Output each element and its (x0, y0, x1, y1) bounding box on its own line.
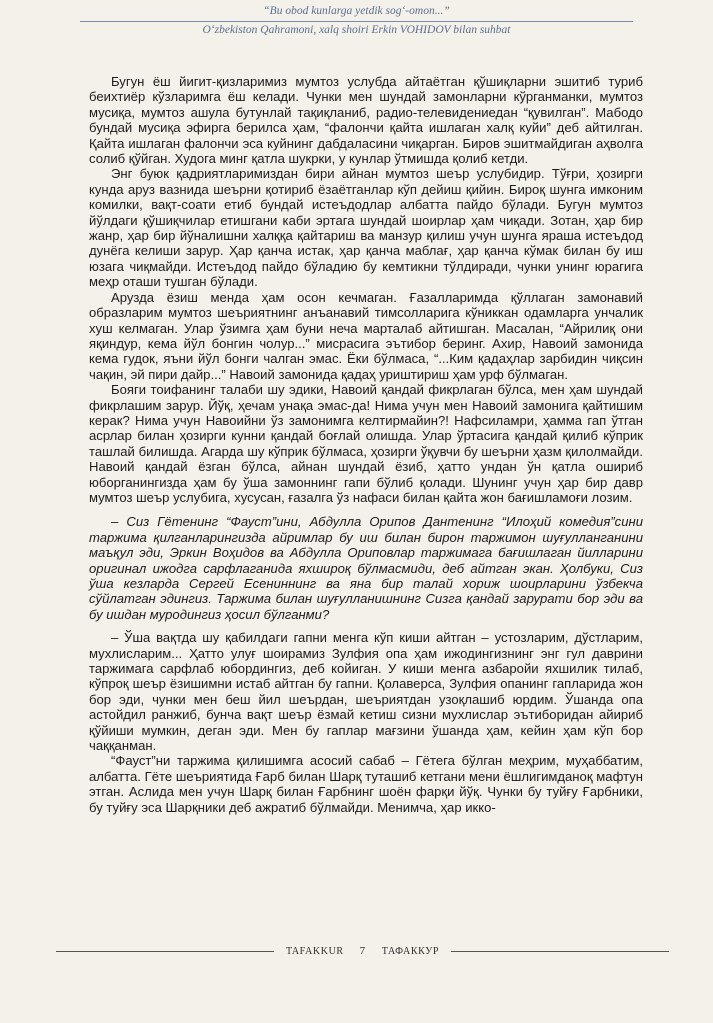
footer-rule-left (56, 951, 274, 952)
paragraph: Бугун ёш йигит-қизларимиз мумтоз услубда айтаётган қўшиқларни эшитиб туриб беихтиёр кўзларимга ёш келади. Чунки мен шундай замонларни кўрганманки, мумтоз мусиқа, мумтоз ашула бутунлай тақиқланиб, радио-телевидениедан “қувилган”. Мабодо бундай мусиқа эфирга берилса ҳам, “фалончи қайта ишлаган халқ куйи” деб айтилган. Қайта ишлаган фалончи эса куйнинг дабдаласини чиқарган. Биров эшитмайдиган аҳволга солиб қўйган. Худога минг қатла шукрки, у кунлар ўтмишда қолиб кетди. (89, 74, 643, 167)
footer-rule-right (451, 951, 669, 952)
footer-journal-cyrillic: ТАФАККУР (381, 945, 440, 957)
paragraph: Энг буюк қадриятларимиздан бири айнан мумтоз шеър услубидир. Тўғри, ҳозирги кунда аруз вазнида шеърни қотириб ёзаётганлар кўп дейиш қийин. Бироқ шунга имконим комилки, вақт-соати етиб бундай истеъдодлар албатта пайдо бўлади. Бугун мумтоз йўлдаги қўшиқчилар етишгани каби эртага шундай шоирлар ҳам чиқади. Зотан, ҳар бир жанр, ҳар бир йўналишни халққа қайтариш ва манзур қилиш учун шунга яраша истеъдод дунёга келиши зарур. Ҳар қанча истак, ҳар қанча маблағ, ҳар қанча кўмак билан бу иш юзага чиқмайди. Истеъдод пайдо бўладию бу кемтикни тўлдиради, чунки унинг юрагига меҳр оташи тушган бўлади. (89, 166, 643, 290)
header-quote: “Bu obod kunlarga yetdik sog‘-omon...” (263, 5, 450, 17)
paragraph: Бояги тоифанинг талаби шу эдики, Навоий қандай фикрлаган бўлса, мен ҳам шундай фикрлашим зарур. Йўқ, ҳечам унақа эмас-да! Нима учун мен Навоий замонига қайтишим керак? Нима учун Навоийни ўз замонимга келтирмайин?! Нафсиламри, ҳамма гап ўтган асрлар билан ҳозирги кунни қандай боғлай олишда. Улар ўртасига қандай қилиб кўприк ташлай билишда. Агарда шу кўприк бўлмаса, ҳозирги ўқувчи бу шеърни ҳазм қилолмайди. Навоий қандай ёзган бўлса, айнан шундай ёзиб, ҳатто ундан ўн қатла ошириб юборганингизда ҳам бу ўша замоннинг гапи бўлиб қолади. Шунинг учун ҳар бир давр мумтоз шеър услубига, хусусан, ғазалга ўз нафаси билан қайта жон бағишламоғи лозим. (89, 382, 643, 505)
interview-question: – Сиз Гётенинг “Фауст”ини, Абдулла Орипов Дантенинг “Илоҳий комедия”сини таржима қилганларингизда айримлар бу иш билан бирон таржимон шуғулланганини маъқул эди, Эркин Воҳидов ва Абдулла Ориповлар таржимага бағишлаган йилларини оригинал ижодга сарфлаганида яхшироқ бўлмасмиди, деб айтган экан. Ҳолбуки, Сиз ўша кезларда Сергей Есениннинг ва яна бир талай хориж шоирларини ўзбекча сўйлатган эдингиз. Таржима билан шуғулланишнинг Сизга қандай зарурати бор эди ва бу ишдан муродингиз ҳосил бўлганми? (89, 514, 643, 622)
article-body (89, 74, 643, 815)
paragraph: Арузда ёзиш менда ҳам осон кечмаган. Ғазалларимда қўллаган замонавий образларим мумтоз шеъриятнинг анъанавий тимсолларига кўниккан одамларга унчалик хуш келмаган. Улар ўзимга ҳам буни неча марталаб айтишган. Масалан, “Айрилиқ они яқиндур, кема йўл бонгин чолур...” мисрасига эътибор беринг. Ахир, Навоий замонида кема гудок, яъни йўл бонги чалган эмас. Ёки бўлмаса, “...Ким қадаҳлар зарбидин чиқсин чақин, эй пири дайр...” Навоий замонида қадаҳ уриштириш ҳам урф бўлмаган. (89, 289, 643, 382)
running-header (40, 4, 673, 38)
page-footer (56, 945, 669, 957)
answer-paragraph: – Ўша вақтда шу қабилдаги гапни менга кўп киши айтган – устозларим, дўстларим, мухлисларим... Ҳатто улуғ шоирамиз Зулфия опа ҳам ижодингизнинг энг гул даврини таржимага сарфлаб юбордингиз, деб койиган. У киши менга азбаройи яхшилик тилаб, кўпроқ шеър ёзишимни истаб айтган бу гапни. Қолаверса, Зулфия опанинг гапларида жон бор эди, чунки мен беш йил шеърдан, шеъриятдан узоқлашиб юрдим. Ўшанда опа астойдил ранжиб, бунча вақт шеър ёзмай кетиш сизни мухлислар эътиборидан айириб қўйиши мумкин, деган эди. Мен бу гаплар мағзини ўшанда ҳам, кейин ҳам кўп бор чаққанман. (89, 630, 643, 754)
header-divider (80, 21, 633, 22)
answer-paragraph: “Фауст”ни таржима қилишимга асосий сабаб – Гётега бўлган меҳрим, муҳаббатим, албатта. Гёте шеъриятида Ғарб билан Шарқ туташиб кетгани мени ёшлигимданоқ мафтун этган. Аслида мен учун Шарқ билан Ғарбнинг шоён фарқи йўқ. Чунки бу туйғу Ғарбники, бу туйғу эса Шарқники деб ажратиб бўлмайди. Менимча, ҳар икко- (89, 753, 643, 815)
page-number: 7 (359, 945, 366, 957)
footer-journal-latin: TAFAKKUR (285, 945, 344, 957)
header-subtitle: O‘zbekiston Qahramoni, xalq shoiri Erkin VOHIDOV bilan suhbat (202, 24, 511, 36)
